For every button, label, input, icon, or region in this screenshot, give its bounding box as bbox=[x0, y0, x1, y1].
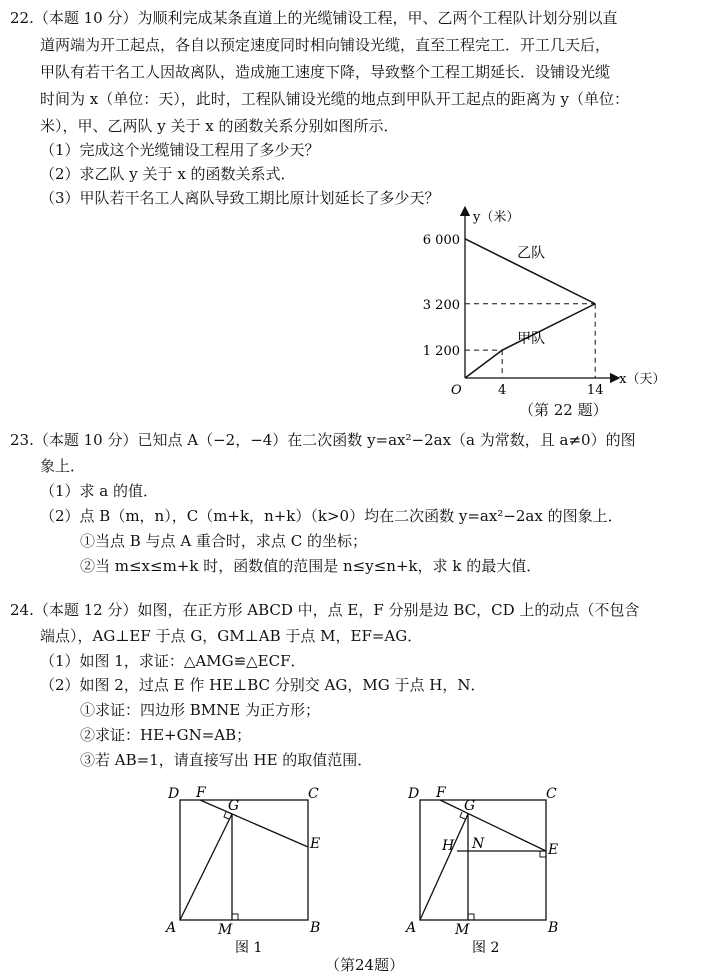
q22-line-2: 道两端为开工起点，各自以预定速度同时相向铺设光缆，直至工程完工．开工几天后， bbox=[40, 36, 611, 54]
q24-line-3: （1）如图 1，求证：△AMG≌△ECF． bbox=[40, 652, 306, 670]
fig1-label-b: B bbox=[310, 920, 321, 936]
fig2-square-abcd bbox=[420, 800, 546, 920]
series-label-jia: 甲队 bbox=[517, 331, 546, 348]
fig2-right-angle-m bbox=[468, 914, 474, 920]
fig2-label-b: B bbox=[548, 920, 559, 936]
q22-line-5: 米），甲、乙两队 y 关于 x 的函数关系分别如图所示． bbox=[40, 117, 399, 135]
q23-line-3: （1）求 a 的值． bbox=[40, 482, 159, 500]
fig1-label-d: D bbox=[168, 786, 180, 802]
q24-caption: （第24题） bbox=[325, 956, 405, 974]
q22-line-4: 时间为 x（单位：天），此时，工程队铺设光缆的地点到甲队开工起点的距离为 y（单位： bbox=[40, 90, 629, 108]
x-tick-label-0: 4 bbox=[498, 383, 507, 398]
x-tick-label-1: 14 bbox=[586, 383, 604, 398]
y-tick-label-0: 1 200 bbox=[422, 344, 460, 360]
fig1-label-e: E bbox=[310, 836, 321, 852]
fig2-label-e: E bbox=[548, 842, 559, 858]
y-axis-label: y（米） bbox=[473, 210, 520, 225]
series-label-yi: 乙队 bbox=[517, 245, 546, 262]
q23-line-2: 象上． bbox=[40, 457, 86, 475]
q22-line-1: 22.（本题 10 分）为顺利完成某条直道上的光缆铺设工程，甲、乙两个工程队计划分别以直 bbox=[10, 9, 618, 27]
q24-figure-1 bbox=[160, 780, 340, 955]
q23-line-6: ②当 m≤x≤m+k 时，函数值的范围是 n≤y≤n+k，求 k 的最大值． bbox=[80, 557, 542, 575]
q23-line-5: ①当点 B 与点 A 重合时，求点 C 的坐标； bbox=[80, 532, 367, 550]
q24-line-7: ③若 AB=1，请直接写出 HE 的取值范围． bbox=[80, 751, 373, 769]
q22-caption: （第 22 题） bbox=[519, 401, 608, 419]
fig1-caption: 图 1 bbox=[235, 940, 263, 955]
x-axis-label: x（天） bbox=[619, 372, 666, 387]
fig2-label-n: N bbox=[472, 836, 485, 852]
fig1-label-a: A bbox=[166, 920, 177, 936]
y-tick-label-2: 6 000 bbox=[422, 232, 460, 248]
fig1-label-c: C bbox=[308, 786, 319, 802]
q22-line-7: （2）求乙队 y 关于 x 的函数关系式． bbox=[40, 165, 296, 183]
fig2-label-a: A bbox=[406, 920, 417, 936]
fig2-label-m: M bbox=[455, 922, 470, 938]
fig2-label-d: D bbox=[408, 786, 420, 802]
fig2-segment-ag bbox=[420, 814, 468, 920]
q22-chart bbox=[410, 205, 680, 425]
fig2-caption: 图 2 bbox=[472, 940, 500, 955]
fig2-right-angle-e bbox=[540, 851, 546, 857]
q22-line-3: 甲队有若干名工人因故离队，造成施工速度下降，导致整个工程工期延长．设铺设光缆 bbox=[40, 63, 611, 81]
fig2-label-c: C bbox=[546, 786, 557, 802]
fig2-label-g: G bbox=[464, 798, 476, 814]
fig2-label-h: H bbox=[442, 838, 455, 854]
q24-line-4: （2）如图 2，过点 E 作 HE⊥BC 分别交 AG，MG 于点 H，N． bbox=[40, 676, 486, 694]
q24-line-5: ①求证：四边形 BMNE 为正方形； bbox=[80, 701, 320, 719]
fig1-right-angle-m bbox=[232, 914, 238, 920]
fig1-square-abcd bbox=[180, 800, 308, 920]
fig1-label-m: M bbox=[218, 922, 233, 938]
q24-line-6: ②求证：HE+GN=AB； bbox=[80, 726, 252, 744]
q24-figure-2 bbox=[400, 780, 580, 955]
origin-label: O bbox=[451, 383, 462, 398]
fig2-label-f: F bbox=[436, 785, 446, 801]
fig1-segment-fe bbox=[200, 800, 308, 847]
q22-line-8: （3）甲队若干名工人离队导致工期比原计划延长了多少天？ bbox=[40, 189, 440, 207]
fig1-label-f: F bbox=[196, 785, 206, 801]
fig1-label-g: G bbox=[228, 798, 240, 814]
q23-line-4: （2）点 B（m，n），C（m+k，n+k）（k>0）均在二次函数 y=ax²−2ax 的图象上． bbox=[40, 507, 623, 525]
fig1-segment-ag bbox=[180, 814, 232, 920]
y-tick-label-1: 3 200 bbox=[422, 297, 460, 313]
q24-line-2: 端点），AG⊥EF 于点 G，GM⊥AB 于点 M，EF=AG． bbox=[40, 627, 423, 645]
fig2-segment-fe bbox=[440, 800, 546, 851]
q24-line-1: 24.（本题 12 分）如图，在正方形 ABCD 中，点 E，F 分别是边 BC，CD 上的动点（不包含 bbox=[10, 601, 640, 619]
q22-line-6: （1）完成这个光缆铺设工程用了多少天？ bbox=[40, 141, 320, 159]
q23-line-1: 23.（本题 10 分）已知点 A（−2，−4）在二次函数 y=ax²−2ax（a 为常数，且 a≠0）的图 bbox=[10, 431, 636, 449]
